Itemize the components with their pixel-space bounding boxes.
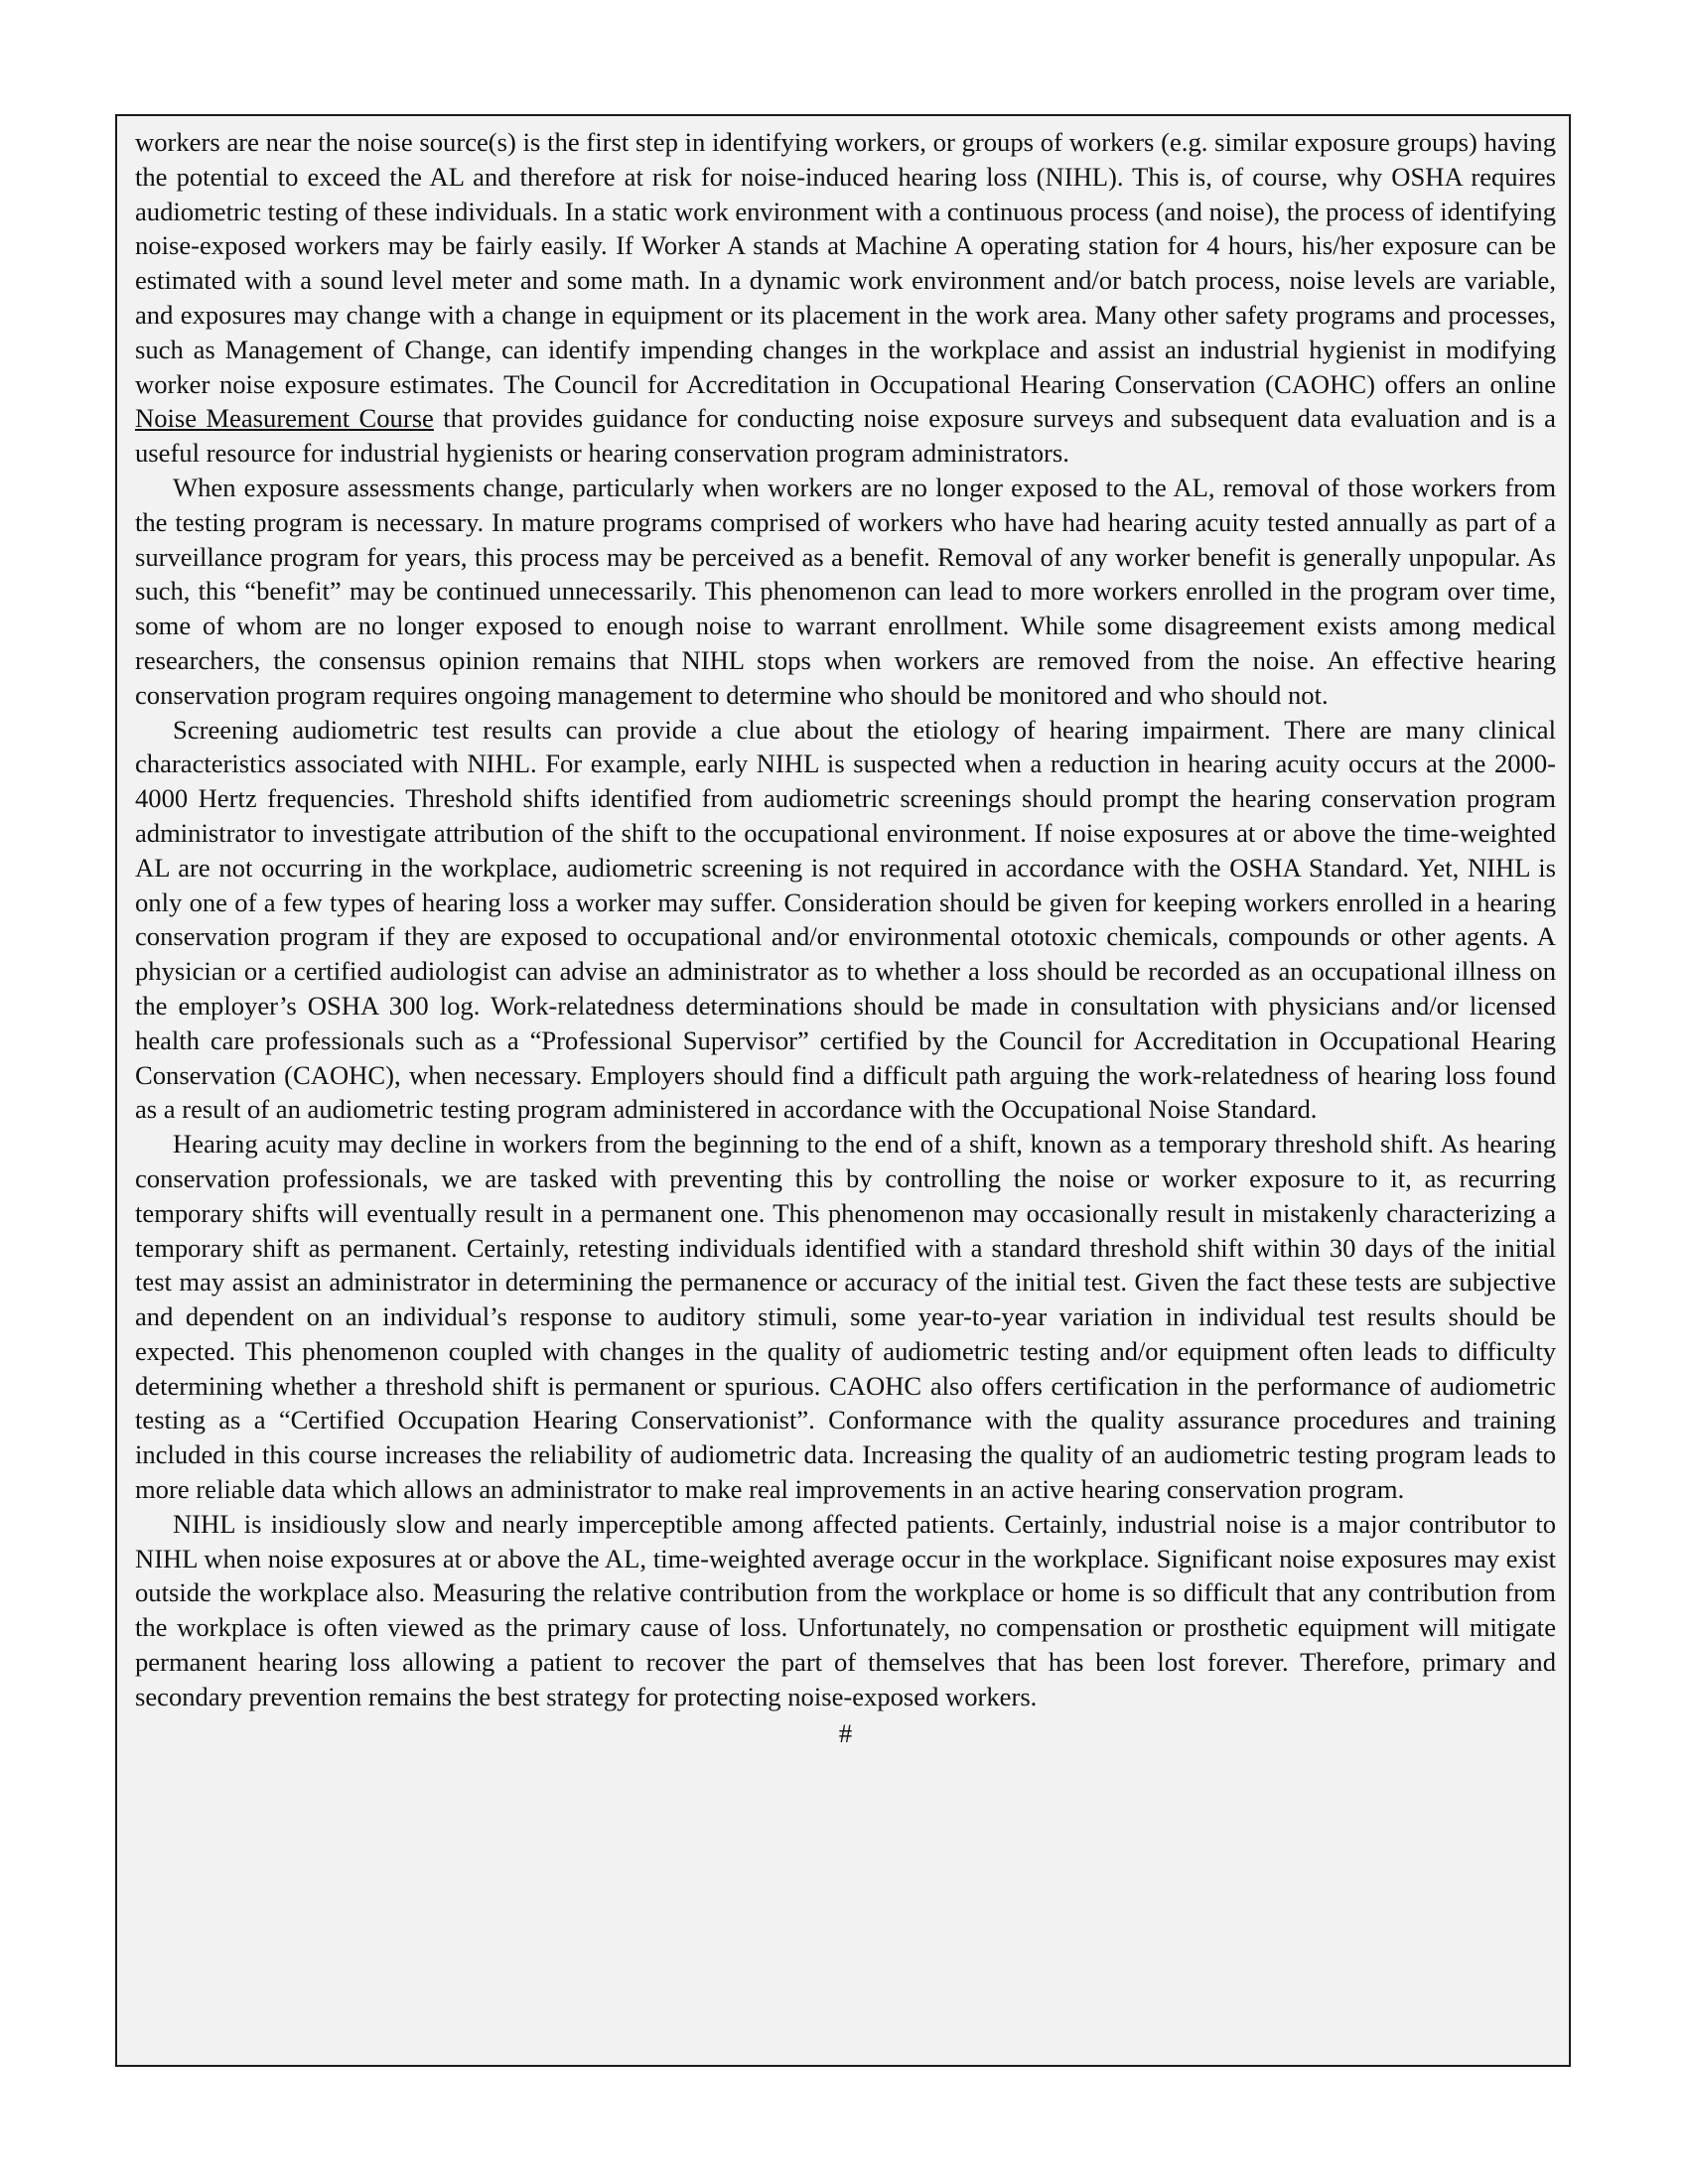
paragraph-2 <box>135 471 1556 713</box>
paragraph-4 <box>135 1127 1556 1507</box>
paragraph-3 <box>135 713 1556 1128</box>
paragraph-text: When exposure assessments change, particularly when workers are no longer exposed to the AL, removal of those workers from the testing program is necessary. In mature programs comprised of workers who have had hearing acuity tested annually as part of a surveillance program for years, this process may be perceived as a benefit. Removal of any worker benefit is generally unpopular. As such, this “benefit” may be continued unnecessarily. This phenomenon can lead to more workers enrolled in the program over time, some of whom are no longer exposed to enough noise to warrant enrollment. While some disagreement exists among medical researchers, the consensus opinion remains that NIHL stops when workers are removed from the noise. An effective hearing conservation program requires ongoing management to determine who should be monitored and who should not. <box>135 472 1556 710</box>
paragraph-text: Screening audiometric test results can provide a clue about the etiology of hearing impairment. There are many clinical characteristics associated with NIHL. For example, early NIHL is suspected when a reduction in hearing acuity occurs at the 2000-4000 Hertz frequencies. Threshold shifts identified from audiometric screenings should prompt the hearing conservation program administrator to investigate attribution of the shift to the occupational environment. If noise exposures at or above the time-weighted AL are not occurring in the workplace, audiometric screening is not required in accordance with the OSHA Standard. Yet, NIHL is only one of a few types of hearing loss a worker may suffer. Consideration should be given for keeping workers enrolled in a hearing conservation program if they are exposed to occupational and/or environmental ototoxic chemicals, compounds or other agents. A physician or a certified audiologist can advise an administrator as to whether a loss should be recorded as an occupational illness on the employer’s OSHA 300 log. Work-relatedness determinations should be made in consultation with physicians and/or licensed health care professionals such as a “Professional Supervisor” certified by the Council for Accreditation in Occupational Hearing Conservation (CAOHC), when necessary. Employers should find a difficult path arguing the work-relatedness of hearing loss found as a result of an audiometric testing program administered in accordance with the Occupational Noise Standard. <box>135 714 1556 1125</box>
paragraph-text: that provides guidance for conducting noise exposure surveys and subsequent data evaluation and is a useful resource for industrial hygienists or hearing conservation program administrators. <box>135 403 1556 469</box>
paragraph-text: NIHL is insidiously slow and nearly imperceptible among affected patients. Certainly, industrial noise is a major contributor to NIHL when noise exposures at or above the AL, time-weighted average occur in the workplace. Significant noise exposures may exist outside the workplace also. Measuring the relative contribution from the workplace or home is so difficult that any contribution from the workplace is often viewed as the primary cause of loss. Unfortunately, no compensation or prosthetic equipment will mitigate permanent hearing loss allowing a patient to recover the part of themselves that has been lost forever. Therefore, primary and secondary prevention remains the best strategy for protecting noise-exposed workers. <box>135 1508 1556 1711</box>
paragraph-text: Hearing acuity may decline in workers from the beginning to the end of a shift, known as a temporary threshold shift. As hearing conservation professionals, we are tasked with preventing this by controlling the noise or worker exposure to it, as recurring temporary shifts will eventually result in a permanent one. This phenomenon may occasionally result in mistakenly characterizing a temporary shift as permanent. Certainly, retesting individuals identified with a standard threshold shift within 30 days of the initial test may assist an administrator in determining the permanence or accuracy of the initial test. Given the fact these tests are subjective and dependent on an individual’s response to auditory stimuli, some year-to-year variation in individual test results should be expected. This phenomenon coupled with changes in the quality of audiometric testing and/or equipment often leads to difficulty determining whether a threshold shift is permanent or spurious. CAOHC also offers certification in the performance of audiometric testing as a “Certified Occupation Hearing Conservationist”. Conformance with the quality assurance procedures and training included in this course increases the reliability of audiometric data. Increasing the quality of an audiometric testing program leads to more reliable data which allows an administrator to make real improvements in an active hearing conservation program. <box>135 1129 1556 1505</box>
paragraph-1 <box>135 125 1556 471</box>
end-mark: # <box>838 1717 853 1748</box>
paragraph-5 <box>135 1507 1556 1714</box>
paragraph-text: workers are near the noise source(s) is the first step in identifying workers, or groups of workers (e.g. similar exposure groups) having the potential to exceed the AL and therefore at risk for noise-induced hearing loss (NIHL). This is, of course, why OSHA requires audiometric testing of these individuals. In a static work environment with a continuous process (and noise), the process of identifying noise-exposed workers may be fairly easily. If Worker A stands at Machine A operating station for 4 hours, his/her exposure can be estimated with a sound level meter and some math. In a dynamic work environment and/or batch process, noise levels are variable, and exposures may change with a change in equipment or its placement in the work area. Many other safety programs and processes, such as Management of Change, can identify impending changes in the workplace and assist an industrial hygienist in modifying worker noise exposure estimates. The Council for Accreditation in Occupational Hearing Conservation (CAOHC) offers an online <box>135 127 1556 399</box>
noise-measurement-course-link[interactable]: Noise Measurement Course <box>135 403 434 434</box>
document-body <box>135 125 1556 1750</box>
